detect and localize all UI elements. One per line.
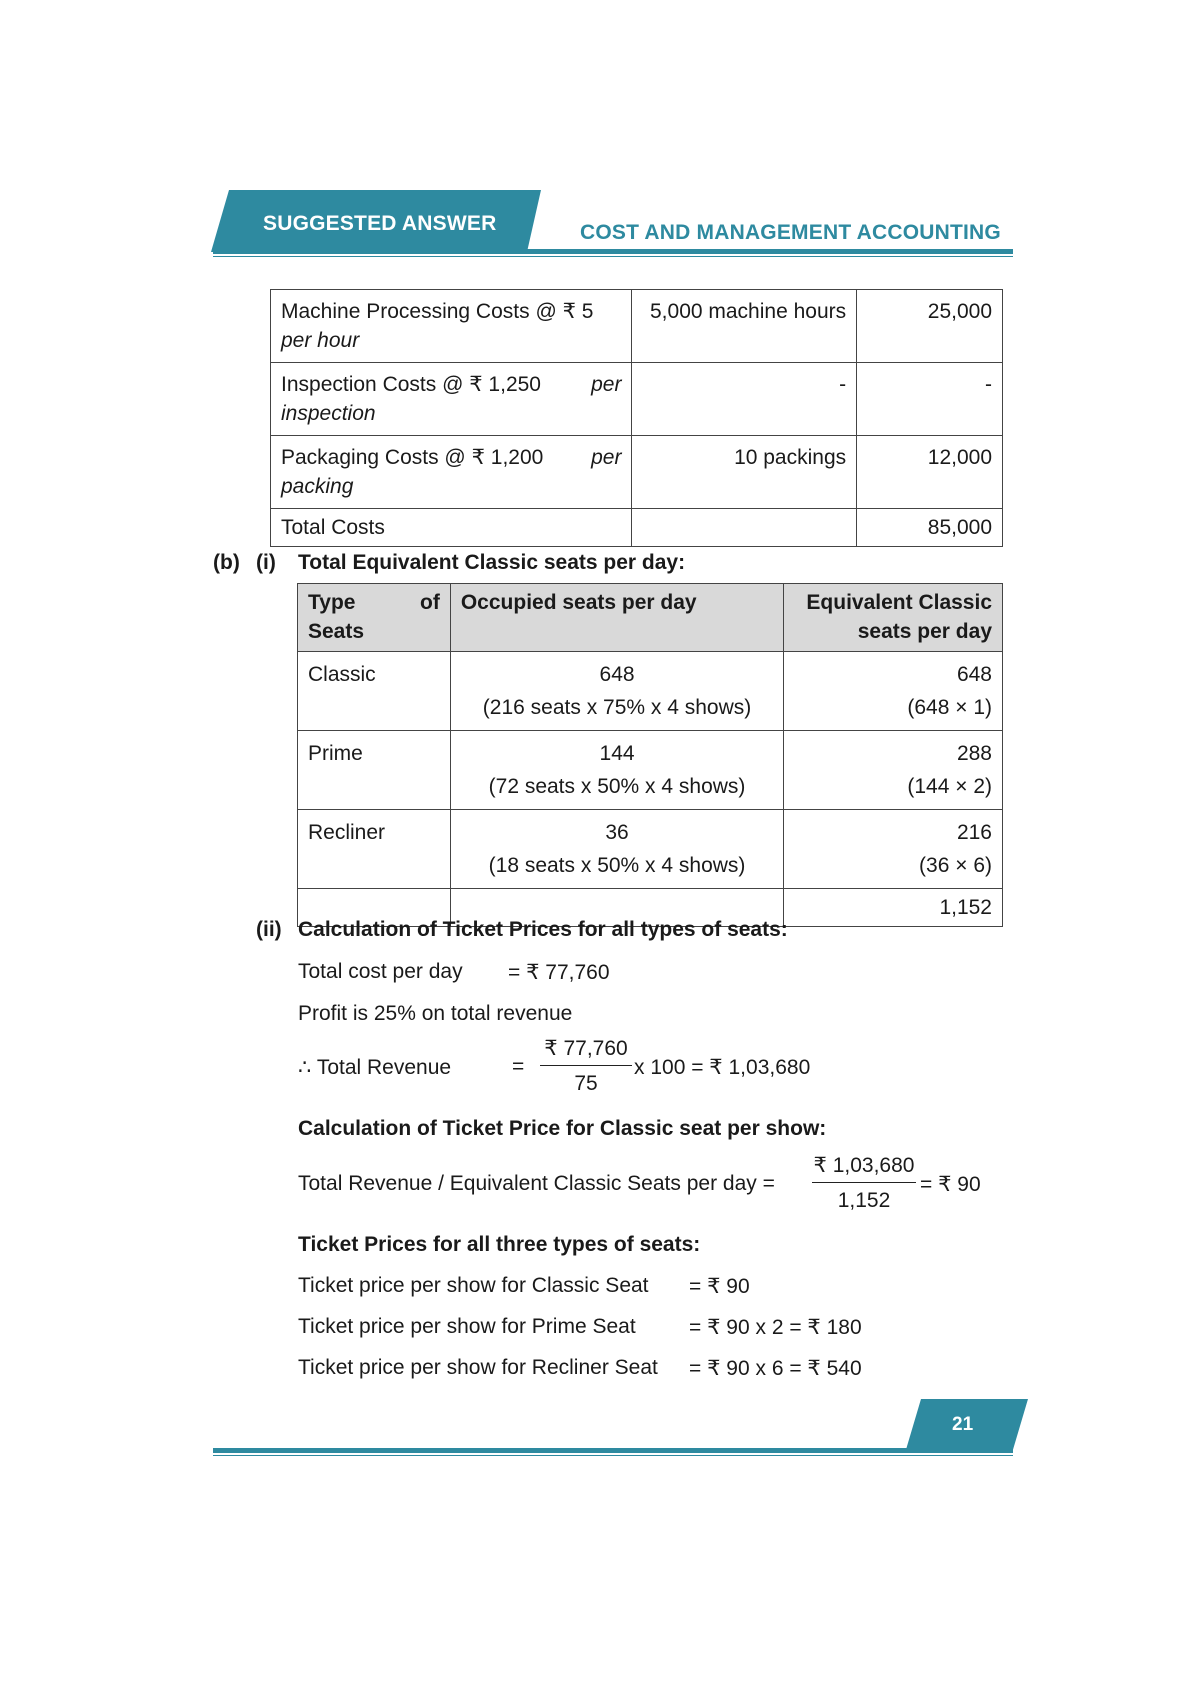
classic-denominator: 1,152 <box>837 1189 891 1212</box>
equivalent-total: 1,152 <box>784 889 1003 927</box>
heading-equivalent-seats: Total Equivalent Classic seats per day: <box>298 551 686 574</box>
cost-driver: 5,000 machine hours <box>632 290 857 363</box>
price-value-prime: = ₹ 90 x 2 = ₹ 180 <box>689 1316 862 1339</box>
footer-rule-thin <box>213 1455 1013 1456</box>
header-tab-label: SUGGESTED ANSWER <box>263 212 497 235</box>
profit-text: Profit is 25% on total revenue <box>298 1002 573 1025</box>
total-cost-value: = ₹ 77,760 <box>508 961 610 984</box>
price-label-recliner: Ticket price per show for Recliner Seat <box>298 1356 658 1379</box>
header-occupied: Occupied seats per day <box>450 584 783 652</box>
cost-label-italic: per hour <box>281 329 360 352</box>
table-header-row <box>298 584 1003 652</box>
revenue-numerator: ₹ 77,760 <box>540 1036 632 1066</box>
seat-type: Recliner <box>298 810 451 889</box>
total-cost-label: Total cost per day <box>298 960 463 983</box>
cost-label-cell <box>271 436 632 509</box>
header-equivalent: Equivalent Classic seats per day <box>784 584 1003 652</box>
table-row <box>298 652 1003 731</box>
table-row <box>271 509 1003 547</box>
cost-driver: - <box>632 363 857 436</box>
heading-ticket-prices: Calculation of Ticket Prices for all types of seats: <box>298 918 788 941</box>
cost-label-italic: per <box>591 373 622 396</box>
revenue-fraction <box>540 1036 632 1096</box>
price-value-classic: = ₹ 90 <box>689 1275 750 1298</box>
occupied-cell: 36 (18 seats x 50% x 4 shows) <box>450 810 783 889</box>
header-rule-thin <box>213 256 1013 257</box>
price-label-prime: Ticket price per show for Prime Seat <box>298 1315 636 1338</box>
cost-label-italic: packing <box>281 475 354 498</box>
part-marker: (b) <box>213 551 240 574</box>
revenue-denominator: 75 <box>574 1072 598 1095</box>
cost-label: Machine Processing Costs @ ₹ 5 <box>281 300 594 323</box>
table-row <box>271 290 1003 363</box>
classic-price-label: Total Revenue / Equivalent Classic Seats per day = <box>298 1172 775 1195</box>
occupied-cell: 144 (72 seats x 50% x 4 shows) <box>450 731 783 810</box>
cost-total: 85,000 <box>857 509 1003 547</box>
price-value-recliner: = ₹ 90 x 6 = ₹ 540 <box>689 1357 862 1380</box>
seat-type: Classic <box>298 652 451 731</box>
table-row <box>271 436 1003 509</box>
cost-driver <box>632 509 857 547</box>
cost-label-italic: inspection <box>281 402 376 425</box>
seat-type: Prime <box>298 731 451 810</box>
table-row <box>298 731 1003 810</box>
classic-price-heading: Calculation of Ticket Price for Classic seat per show: <box>298 1117 827 1140</box>
equivalent-cell: 288 (144 × 2) <box>784 731 1003 810</box>
equivalent-cell: 216 (36 × 6) <box>784 810 1003 889</box>
sub-marker-ii: (ii) <box>256 918 282 941</box>
revenue-equals: = <box>512 1055 525 1078</box>
price-label-classic: Ticket price per show for Classic Seat <box>298 1274 649 1297</box>
page-number: 21 <box>952 1414 974 1435</box>
equivalent-cell: 648 (648 × 1) <box>784 652 1003 731</box>
header-title: COST AND MANAGEMENT ACCOUNTING <box>580 221 1001 244</box>
cost-label-cell <box>271 363 632 436</box>
cost-table <box>270 289 1003 547</box>
header-rule <box>213 249 1013 254</box>
revenue-label: ∴ Total Revenue <box>298 1056 452 1079</box>
footer-rule <box>213 1448 1013 1453</box>
cost-label-cell <box>271 290 632 363</box>
cost-amount: - <box>857 363 1003 436</box>
occupied-cell: 648 (216 seats x 75% x 4 shows) <box>450 652 783 731</box>
sub-marker-i: (i) <box>256 551 276 574</box>
cost-label: Inspection Costs @ ₹ 1,250 <box>281 373 541 396</box>
table-row <box>298 810 1003 889</box>
table-row <box>271 363 1003 436</box>
cost-amount: 25,000 <box>857 290 1003 363</box>
classic-numerator: ₹ 1,03,680 <box>812 1153 916 1183</box>
revenue-result: x 100 = ₹ 1,03,680 <box>634 1056 811 1079</box>
classic-price-fraction <box>812 1153 916 1213</box>
prices-heading: Ticket Prices for all three types of seats: <box>298 1233 701 1256</box>
cost-amount: 12,000 <box>857 436 1003 509</box>
cost-label-italic: per <box>591 446 622 469</box>
cost-label: Packaging Costs @ ₹ 1,200 <box>281 446 544 469</box>
seat-table <box>297 583 1003 927</box>
cost-driver: 10 packings <box>632 436 857 509</box>
classic-price-result: = ₹ 90 <box>920 1173 981 1196</box>
cost-label: Total Costs <box>271 509 632 547</box>
header-type-of-seats: Type of Seats <box>298 584 451 652</box>
